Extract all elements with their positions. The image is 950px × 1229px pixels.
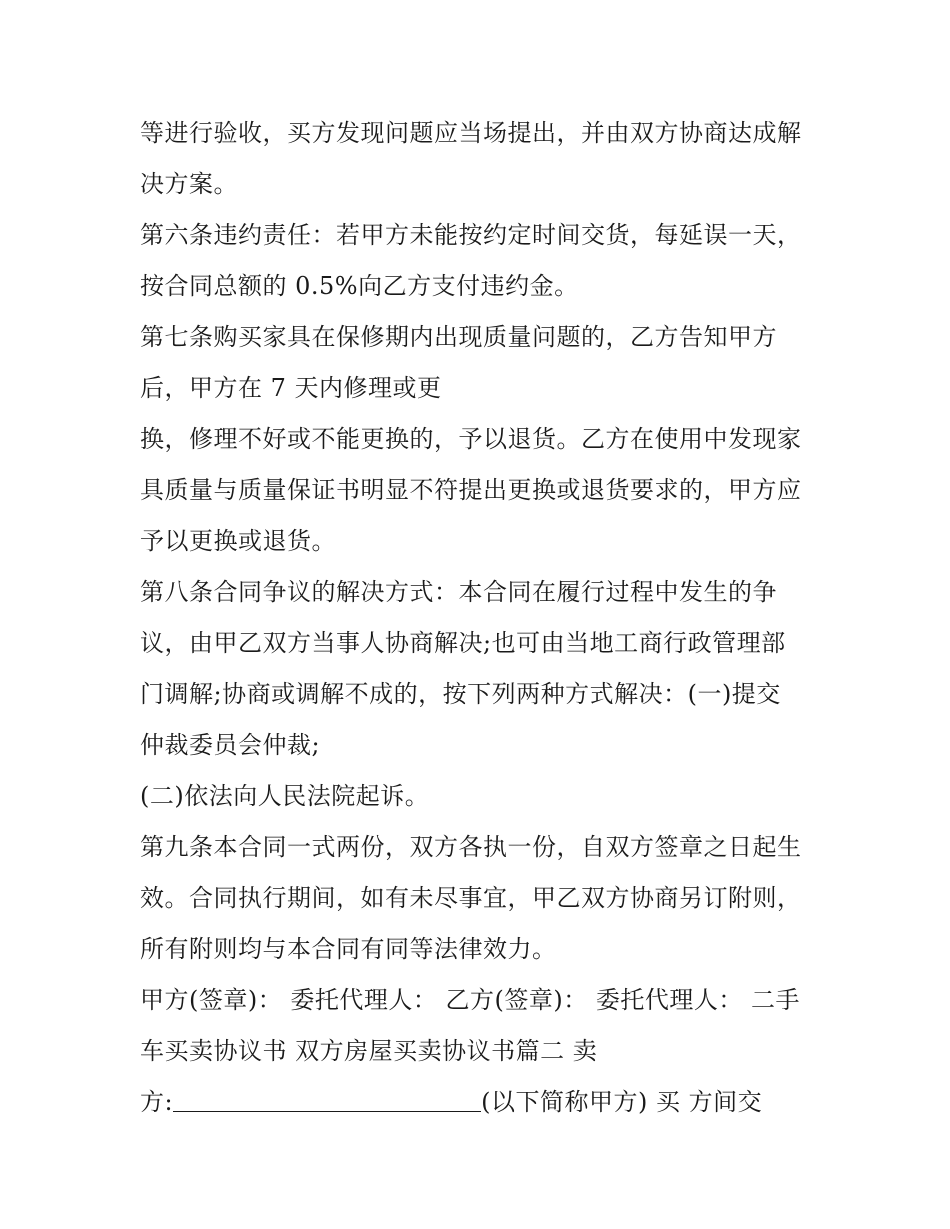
text-line: 第八条合同争议的解决方式：本合同在履行过程中发生的争 — [140, 578, 777, 606]
seller-line — [140, 1077, 830, 1128]
seller-label: 方: — [140, 1088, 174, 1116]
document-body — [140, 108, 830, 1128]
text-line: 决方案。 — [140, 170, 238, 198]
text-line: 具质量与质量保证书明显不符提出更换或退货要求的，甲方应 — [140, 476, 802, 504]
text-line: 第七条购买家具在保修期内出现质量问题的，乙方告知甲方 — [140, 323, 777, 351]
seller-suffix: (以下简称甲方) 买 方间交 — [481, 1088, 763, 1116]
text-line: 换，修理不好或不能更换的，予以退货。乙方在使用中发现家 — [140, 425, 802, 453]
text-line: 第六条违约责任：若甲方未能按约定时间交货，每延误一天， — [140, 221, 802, 249]
text-line: 第九条本合同一式两份，双方各执一份，自双方签章之日起生 — [140, 833, 802, 861]
text-line: 所有附则均与本合同有同等法律效力。 — [140, 935, 557, 963]
text-line: 甲方(签章)： 委托代理人： 乙方(签章)： 委托代理人： 二手 — [140, 986, 800, 1014]
text-line: (二)依法向人民法院起诉。 — [140, 782, 430, 810]
text-line: 车买卖协议书 双方房屋买卖协议书篇二 卖 — [140, 1037, 598, 1065]
text-line: 后，甲方在 7 天内修理或更 — [140, 374, 442, 402]
text-line: 效。合同执行期间，如有未尽事宜，甲乙双方协商另订附则， — [140, 884, 802, 912]
text-line: 议，由甲乙双方当事人协商解决;也可由当地工商行政管理部 — [140, 629, 786, 657]
text-line: 门调解;协商或调解不成的，按下列两种方式解决：(一)提交 — [140, 680, 781, 708]
text-line: 仲裁委员会仲裁; — [140, 731, 321, 759]
seller-name-blank — [173, 1087, 481, 1112]
text-line: 等进行验收，买方发现问题应当场提出，并由双方协商达成解 — [140, 119, 802, 147]
text-line: 按合同总额的 0.5%向乙方支付违约金。 — [140, 272, 579, 300]
text-line: 予以更换或退货。 — [140, 527, 336, 555]
